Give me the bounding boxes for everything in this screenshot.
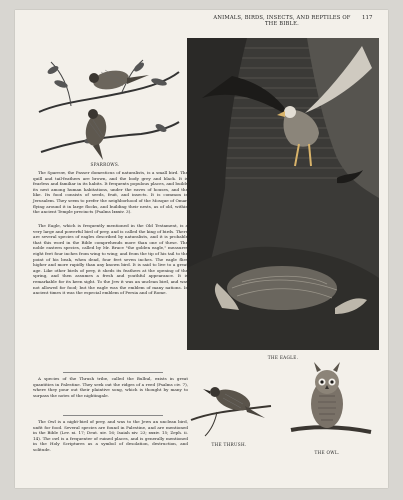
paragraph-eagle: The Eagle, which is frequently mentioned in the Old Testament, is a very large and powerful bird of prey, and is called the king of birds. There are several species of eagles described by naturalists, and it is probable that this word in the Bible comprehends more than one of these. The noble eastern species, called by Mr. Bruce "the golden eagle," measures eight feet four inches from wing to wing; and from the tip of his tail to the point of his beak, when dead, four feet seven inches. The eagle flies higher and more rapidly than any known bird. It is said to live to a great age. Like other birds of prey, it sheds its feathers at the opening of the spring, and then assumes a fresh and youthful appearance. It is remarkable for its keen sight. To the Jew it was an unclean bird, and was not allowed for food; but the eagle was the emblem of many nations. In ancient times it was the especial emblem of Persia and of Rome. <box>33 223 188 296</box>
caption-eagle: THE EAGLE. <box>267 355 299 360</box>
text-column-eagle <box>33 223 188 298</box>
paragraph-owl: The Owl is a night-bird of prey, and was to the Jews an unclean bird, unfit for food. Several species are found in Palestine, and are mentioned in the Bible (Lev. xi. 17; Deut. xiv. 16; Isaiah xiv. 23; xxxiv. 15; Zeph. ii. 14). The owl is a frequenter of ruined places, and is generally mentioned in the Holy Scriptures as a symbol of desolation, destruction, and solitude. <box>33 419 188 452</box>
caption-owl: THE OWL. <box>314 450 340 455</box>
text-column-thrush <box>33 376 188 400</box>
caption-thrush: THE THRUSH. <box>211 442 247 447</box>
owl-illustration <box>281 360 375 448</box>
paragraph-thrush: A species of the Thrush tribe, called the Bulbul, exists in great quantities in Palestine. They seek out the ridges of a reed (Psalms civ. 7), where they pour out their plaintive song, which is thought by many to surpass the notes of the nightingale. <box>33 376 188 398</box>
text-column-owl <box>33 419 188 455</box>
divider <box>63 415 163 416</box>
thrush-illustration <box>187 372 273 438</box>
caption-sparrows: SPARROWS. <box>90 162 120 167</box>
divider <box>63 372 163 373</box>
text-column <box>33 170 188 217</box>
page-number: 117 <box>362 15 373 21</box>
running-title: ANIMALS, BIRDS, INSECTS, AND REPTILES OF THE BIBLE. <box>213 15 351 27</box>
eagle-illustration <box>187 38 379 350</box>
sparrows-illustration <box>31 42 181 160</box>
book-page <box>15 10 388 488</box>
paragraph-sparrow: The Sparrow, the Passer domesticus of naturalists, is a small bird. The quill and tail-feathers are brown, and the body grey and black. It is fearless and familiar in its habits. It frequents populous places, and builds its nest among human habitations, under the eaves of houses, and the like. Its food consists of seeds, fruit, and insects. It is common in Jerusalem. They seem to prefer the neighborhood of the Mosque of Omar, flying around it in large flocks, and building their nests, as of old, within the ancient Temple precincts (Psalms lxxxiv. 3). <box>33 170 188 215</box>
